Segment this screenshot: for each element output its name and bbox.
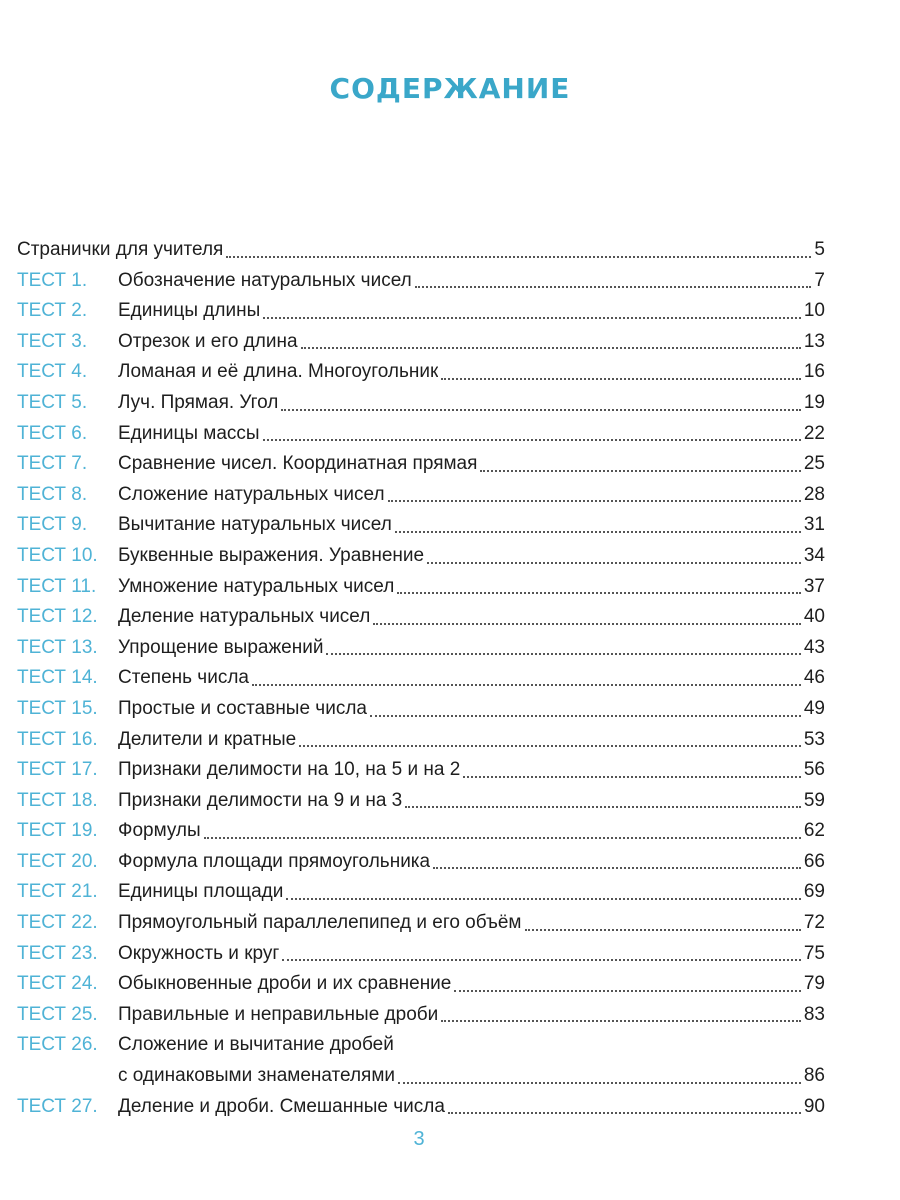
test-number: ТЕСТ 8. [17, 483, 88, 505]
test-number: ТЕСТ 22. [17, 912, 98, 934]
test-number: ТЕСТ 13. [17, 636, 98, 658]
dot-leader [433, 867, 801, 869]
test-number: ТЕСТ 11. [17, 575, 97, 597]
test-title: Буквенные выражения. Уравнение [118, 544, 425, 566]
dot-leader [204, 837, 801, 839]
dot-leader [388, 500, 801, 502]
test-title: Степень числа [118, 667, 249, 689]
test-number: ТЕСТ 27. [17, 1095, 98, 1117]
toc-page-number: 69 [803, 881, 825, 903]
dot-leader [282, 959, 801, 961]
test-title: Деление натуральных чисел [118, 606, 371, 628]
toc-entry-row[interactable] [17, 602, 825, 633]
dot-leader [397, 592, 801, 594]
dot-leader [252, 684, 801, 686]
test-title: Единицы массы [118, 422, 260, 444]
test-title: Сложение и вычитание дробей [118, 1034, 394, 1056]
toc-entry-row[interactable] [17, 725, 825, 756]
toc-entry-row[interactable] [17, 541, 825, 572]
toc-entry-row[interactable] [17, 663, 825, 694]
toc-page-number: 79 [803, 973, 825, 995]
toc-entry-row[interactable] [17, 694, 825, 725]
test-title: Единицы длины [118, 300, 261, 322]
test-title: Луч. Прямая. Угол [118, 391, 279, 413]
dot-leader [441, 1020, 801, 1022]
test-title: Признаки делимости на 10, на 5 и на 2 [118, 759, 461, 781]
dot-leader [373, 623, 801, 625]
toc-page-number: 62 [803, 820, 825, 842]
toc-entry-row[interactable] [17, 572, 825, 603]
test-number: ТЕСТ 4. [17, 361, 88, 383]
toc-page-number: 83 [803, 1003, 825, 1025]
toc-page-number: 25 [803, 453, 825, 475]
dot-leader [415, 286, 812, 288]
toc-entry-row[interactable] [17, 1000, 825, 1031]
test-number: ТЕСТ 7. [17, 453, 88, 475]
toc-page-number: 31 [803, 514, 825, 536]
test-number: ТЕСТ 9. [17, 514, 88, 536]
toc-page-number: 10 [803, 300, 825, 322]
test-number: ТЕСТ 25. [17, 1003, 98, 1025]
test-title: Делители и кратные [118, 728, 297, 750]
toc-entry-row[interactable] [17, 1030, 825, 1061]
toc-page-number: 46 [803, 667, 825, 689]
test-title: Сравнение чисел. Координатная прямая [118, 453, 478, 475]
toc-page-number: 16 [803, 361, 825, 383]
test-title: Упрощение выражений [118, 636, 324, 658]
test-number: ТЕСТ 5. [17, 391, 88, 413]
toc-entry-row[interactable] [17, 510, 825, 541]
test-title: Простые и составные числа [118, 697, 367, 719]
dot-leader [463, 776, 801, 778]
toc-entry-row[interactable] [17, 939, 825, 970]
toc-entry-row[interactable] [17, 266, 825, 297]
test-title: Деление и дроби. Смешанные числа [118, 1095, 445, 1117]
dot-leader [405, 806, 801, 808]
toc-page-number: 56 [803, 759, 825, 781]
toc-page-number: 72 [803, 912, 825, 934]
toc-page-number: 28 [803, 483, 825, 505]
test-title: Формула площади прямоугольника [118, 850, 431, 872]
test-number: ТЕСТ 12. [17, 606, 98, 628]
toc-entry-row[interactable] [17, 877, 825, 908]
test-title: Умножение натуральных чисел [118, 575, 395, 597]
test-number: ТЕСТ 24. [17, 973, 98, 995]
test-number: ТЕСТ 26. [17, 1034, 98, 1056]
test-number: ТЕСТ 16. [17, 728, 98, 750]
test-title: Вычитание натуральных чисел [118, 514, 392, 536]
dot-leader [326, 653, 800, 655]
dot-leader [395, 531, 801, 533]
test-number: ТЕСТ 23. [17, 942, 98, 964]
toc-entry-row[interactable] [17, 419, 825, 450]
toc-entry-row[interactable] [17, 969, 825, 1000]
dot-leader [525, 929, 801, 931]
page-title: СОДЕРЖАНИЕ [329, 72, 571, 105]
toc-page-number: 19 [803, 391, 825, 413]
toc-page-number: 86 [803, 1065, 825, 1087]
toc-entry-row[interactable] [17, 847, 825, 878]
toc-entry-row[interactable] [17, 388, 825, 419]
toc-page-number: 90 [803, 1095, 825, 1117]
test-title-continued: с одинаковыми знаменателями [118, 1065, 396, 1087]
toc-page-number: 49 [803, 697, 825, 719]
dot-leader [441, 378, 801, 380]
test-number: ТЕСТ 6. [17, 422, 88, 444]
toc-page-number: 53 [803, 728, 825, 750]
toc-page-number: 66 [803, 850, 825, 872]
toc-page-number: 13 [803, 330, 825, 352]
dot-leader [226, 256, 811, 258]
dot-leader [448, 1112, 801, 1114]
toc-entry-row[interactable] [17, 449, 825, 480]
toc-entry-row[interactable] [17, 786, 825, 817]
dot-leader [370, 715, 801, 717]
toc-entry-row[interactable] [17, 816, 825, 847]
test-title: Правильные и неправильные дроби [118, 1003, 439, 1025]
test-number: ТЕСТ 20. [17, 850, 98, 872]
test-title: Отрезок и его длина [118, 330, 298, 352]
toc-entry-row[interactable] [17, 480, 825, 511]
dot-leader [263, 317, 801, 319]
toc-page-number: 59 [803, 789, 825, 811]
toc-page-number: 40 [803, 606, 825, 628]
test-number: ТЕСТ 3. [17, 330, 88, 352]
test-number: ТЕСТ 14. [17, 667, 98, 689]
test-number: ТЕСТ 18. [17, 789, 98, 811]
toc-entry-row[interactable] [17, 908, 825, 939]
toc-entry-row[interactable] [17, 296, 825, 327]
dot-leader [427, 562, 801, 564]
test-number: ТЕСТ 17. [17, 759, 98, 781]
toc-entry-row[interactable] [17, 1092, 825, 1123]
toc-entry-row-continued[interactable] [17, 1061, 825, 1092]
test-number: ТЕСТ 15. [17, 697, 98, 719]
test-number: ТЕСТ 1. [17, 269, 88, 291]
test-title: Сложение натуральных чисел [118, 483, 385, 505]
test-title: Формулы [118, 820, 201, 842]
test-title: Прямоугольный параллелепипед и его объём [118, 912, 522, 934]
toc-page-number: 34 [803, 544, 825, 566]
dot-leader [398, 1082, 801, 1084]
table-of-contents [17, 235, 825, 1122]
toc-page-number: 43 [803, 636, 825, 658]
test-title: Обозначение натуральных чисел [118, 269, 412, 291]
toc-page-number: 7 [814, 269, 825, 291]
dot-leader [299, 745, 801, 747]
test-number: ТЕСТ 19. [17, 820, 98, 842]
toc-entry-row[interactable] [17, 327, 825, 358]
toc-page-number: 75 [803, 942, 825, 964]
dot-leader [454, 990, 800, 992]
test-title: Обыкновенные дроби и их сравнение [118, 973, 452, 995]
test-title: Окружность и круг [118, 942, 280, 964]
toc-intro-row[interactable] [17, 235, 825, 266]
toc-page-number: 22 [803, 422, 825, 444]
toc-page-number: 5 [814, 239, 825, 260]
test-title: Ломаная и её длина. Многоугольник [118, 361, 439, 383]
toc-entry-row[interactable] [17, 633, 825, 664]
dot-leader [286, 898, 801, 900]
test-title: Единицы площади [118, 881, 284, 903]
test-number: ТЕСТ 2. [17, 300, 88, 322]
toc-intro-label: Странички для учителя [17, 239, 224, 260]
dot-leader [480, 470, 800, 472]
toc-page-number: 37 [803, 575, 825, 597]
toc-entry-row[interactable] [17, 357, 825, 388]
page-number: 3 [413, 1128, 425, 1150]
test-number: ТЕСТ 10. [17, 544, 98, 566]
dot-leader [263, 439, 801, 441]
toc-entry-row[interactable] [17, 755, 825, 786]
test-title: Признаки делимости на 9 и на 3 [118, 789, 403, 811]
test-number: ТЕСТ 21. [17, 881, 98, 903]
dot-leader [301, 347, 801, 349]
dot-leader [281, 409, 800, 411]
